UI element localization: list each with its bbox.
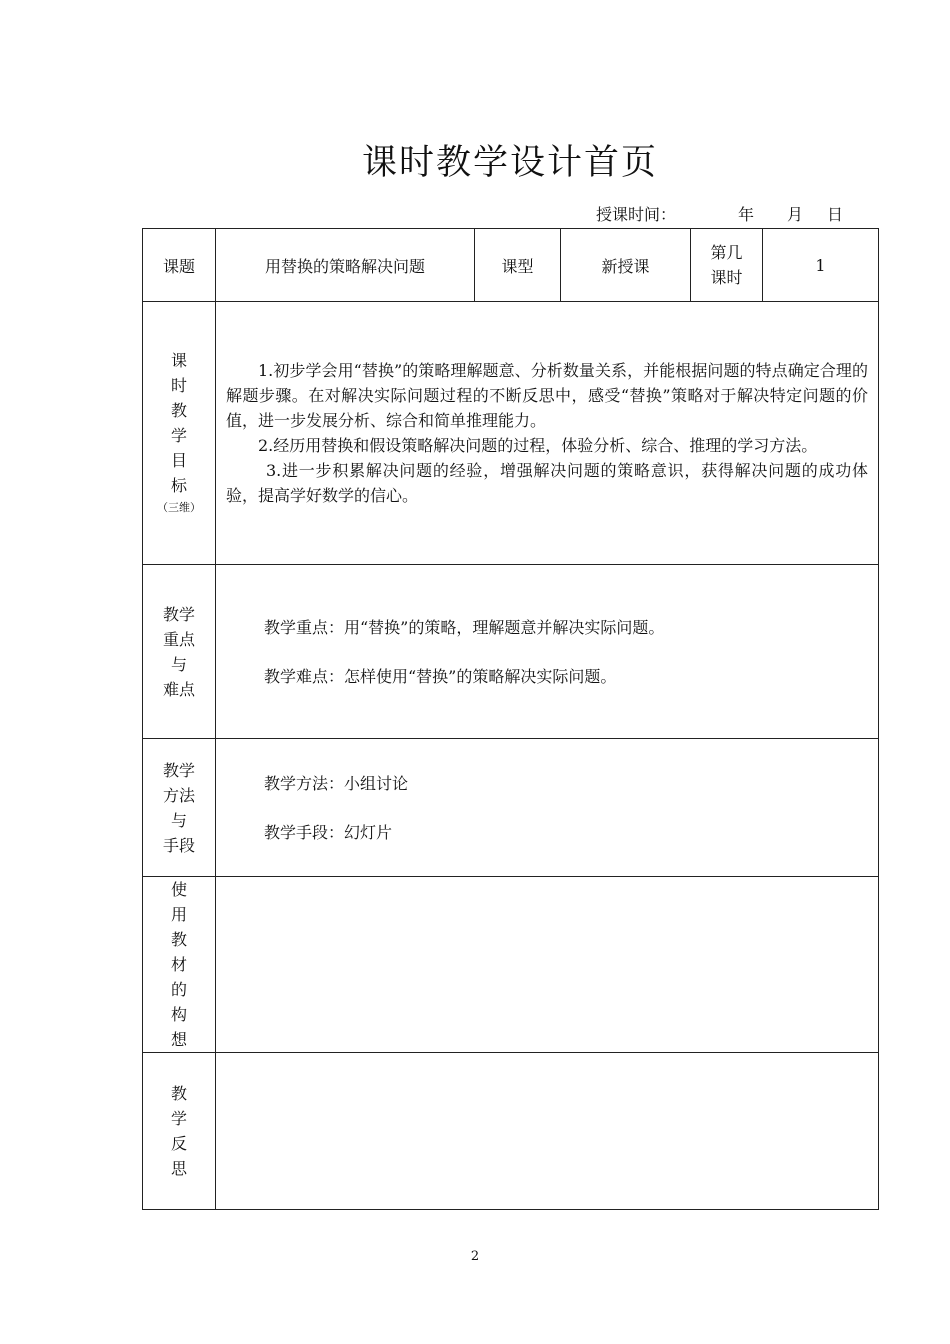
key-points-row: [143, 565, 879, 739]
page-title: 课时教学设计首页: [361, 143, 658, 183]
key-points-label-line: 难点: [162, 679, 195, 699]
materials-label-char: 的: [170, 980, 187, 999]
materials-row: [143, 877, 879, 1053]
reflection-content[interactable]: [216, 1053, 879, 1210]
objectives-label-char: 目: [170, 451, 187, 470]
objectives-label: [143, 302, 216, 565]
lesson-design-table: [142, 228, 879, 1210]
lesson-type-label: 课型: [475, 229, 561, 302]
date-month-label: 月: [787, 205, 804, 224]
topic-row: [143, 229, 879, 302]
key-points-label-line: 与: [170, 654, 187, 674]
key-points-label: [143, 565, 216, 739]
materials-label-char: 材: [170, 955, 187, 974]
objectives-content: [216, 302, 879, 565]
objectives-label-char: 标: [170, 476, 187, 495]
reflection-label-char: 思: [170, 1159, 187, 1178]
lesson-type-value: 新授课: [561, 229, 691, 302]
objectives-label-char: 时: [170, 376, 187, 395]
date-day-label: 日: [827, 205, 844, 224]
materials-content[interactable]: [216, 877, 879, 1053]
objective-item: 3.进一步积累解决问题的经验，增强解决问题的策略意识，获得解决问题的成功体验，提高学好数学的信心。: [226, 461, 868, 505]
page-number: 2: [470, 1249, 480, 1264]
materials-label-char: 使: [170, 880, 187, 899]
period-label-line1: 第几: [710, 243, 743, 262]
methods-row: [143, 739, 879, 877]
period-label: [691, 229, 763, 302]
reflection-label-char: 教: [170, 1084, 187, 1103]
materials-label-char: 想: [170, 1030, 187, 1049]
teaching-method: 教学方法：小组讨论: [264, 773, 409, 793]
teaching-date-line: [596, 203, 856, 227]
period-value: 1: [763, 229, 879, 302]
methods-label-line: 方法: [162, 785, 195, 805]
teaching-focus: 教学重点：用“替换”的策略，理解题意并解决实际问题。: [264, 617, 665, 637]
materials-label-char: 构: [170, 1005, 187, 1024]
materials-label-char: 教: [170, 930, 187, 949]
materials-label-char: 用: [170, 905, 187, 924]
reflection-row: [143, 1053, 879, 1210]
key-points-label-line: 重点: [162, 629, 195, 649]
methods-label-line: 手段: [162, 835, 195, 855]
topic-label: 课题: [143, 229, 216, 302]
methods-label: [143, 739, 216, 877]
methods-label-line: 与: [170, 810, 187, 830]
objectives-label-char: 学: [170, 426, 187, 445]
objectives-label-note: （三维）: [157, 501, 201, 514]
materials-label: [143, 877, 216, 1053]
date-label: 授课时间：: [596, 205, 677, 224]
reflection-label-char: 反: [170, 1134, 187, 1153]
reflection-label-char: 学: [170, 1109, 187, 1128]
objectives-row: [143, 302, 879, 565]
key-points-content: [216, 565, 879, 739]
objective-item: 2.经历用替换和假设策略解决问题的过程，体验分析、综合、推理的学习方法。: [258, 436, 818, 455]
objectives-label-char: 教: [170, 401, 187, 420]
key-points-label-line: 教学: [162, 604, 195, 624]
objectives-label-char: 课: [170, 351, 187, 370]
objective-item: 1.初步学会用“替换”的策略理解题意、分析数量关系，并能根据问题的特点确定合理的解题步骤。在对解决实际问题过程的不断反思中，感受“替换”策略对于解决特定问题的价值，进一步发展分析、综合和简单推理能力。: [226, 361, 868, 430]
methods-content: [216, 739, 879, 877]
teaching-means: 教学手段：幻灯片: [264, 822, 393, 842]
period-label-line2: 课时: [710, 268, 743, 287]
topic-value: 用替换的策略解决问题: [216, 229, 475, 302]
teaching-difficulty: 教学难点：怎样使用“替换”的策略解决实际问题。: [264, 666, 617, 686]
reflection-label: [143, 1053, 216, 1210]
date-year-label: 年: [738, 205, 755, 224]
methods-label-line: 教学: [162, 760, 195, 780]
